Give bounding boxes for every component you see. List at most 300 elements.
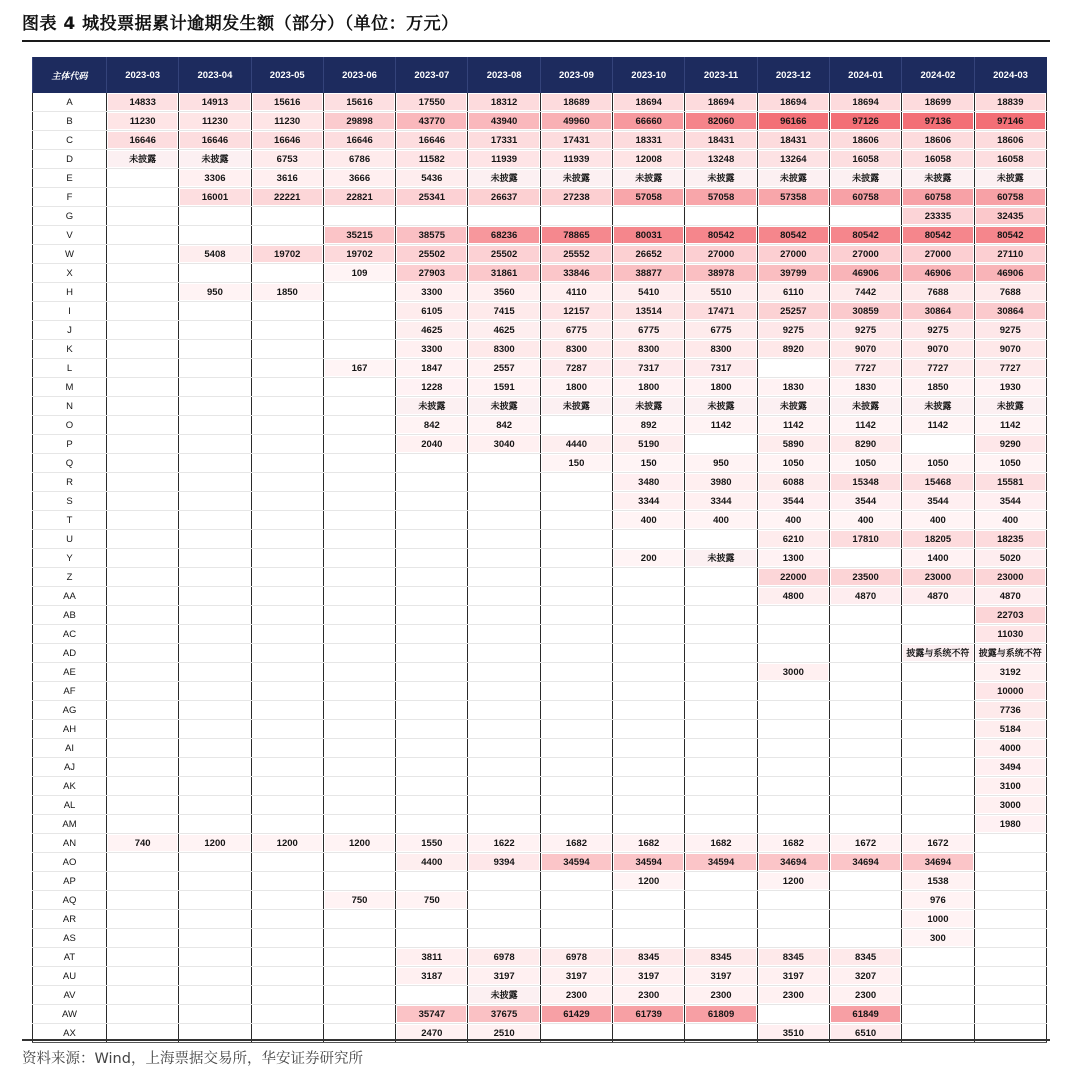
cell-AP-2023-11: [685, 872, 757, 891]
cell-O-2023-11: 1142: [685, 416, 757, 435]
column-header-code: 主体代码: [33, 57, 107, 93]
cell-L-2023-05: [251, 359, 323, 378]
cell-D-2024-02: 16058: [902, 150, 974, 169]
cell-U-2023-12: 6210: [757, 530, 829, 549]
cell-K-2023-10: 8300: [613, 340, 685, 359]
cell-U-2023-04: [179, 530, 251, 549]
cell-AD-2023-09: [540, 644, 612, 663]
cell-AO-2024-01: 34694: [829, 853, 901, 872]
cell-AS-2023-12: [757, 929, 829, 948]
cell-AG-2023-06: [323, 701, 395, 720]
cell-Q-2024-03: 1050: [974, 454, 1046, 473]
cell-I-2023-03: [107, 302, 179, 321]
cell-AP-2023-06: [323, 872, 395, 891]
cell-AQ-2023-06: 750: [323, 891, 395, 910]
cell-M-2023-10: 1800: [613, 378, 685, 397]
cell-AR-2023-08: [468, 910, 540, 929]
table-row-AP: [33, 872, 1047, 891]
cell-AL-2023-04: [179, 796, 251, 815]
cell-G-2023-12: [757, 207, 829, 226]
cell-AJ-2023-09: [540, 758, 612, 777]
cell-R-2023-09: [540, 473, 612, 492]
cell-N-2023-03: [107, 397, 179, 416]
table-row-AF: [33, 682, 1047, 701]
cell-AJ-2023-04: [179, 758, 251, 777]
cell-A-2023-04: 14913: [179, 93, 251, 112]
cell-E-2023-05: 3616: [251, 169, 323, 188]
cell-AD-2023-03: [107, 644, 179, 663]
cell-AR-2024-01: [829, 910, 901, 929]
cell-AH-2023-09: [540, 720, 612, 739]
cell-AN-2023-03: 740: [107, 834, 179, 853]
cell-AB-2024-01: [829, 606, 901, 625]
cell-W-2023-07: 25502: [396, 245, 468, 264]
cell-R-2023-05: [251, 473, 323, 492]
cell-AO-2023-10: 34594: [613, 853, 685, 872]
cell-AB-2023-12: [757, 606, 829, 625]
cell-T-2023-06: [323, 511, 395, 530]
cell-L-2023-08: 2557: [468, 359, 540, 378]
cell-M-2024-01: 1830: [829, 378, 901, 397]
cell-B-2024-01: 97126: [829, 112, 901, 131]
cell-AO-2023-06: [323, 853, 395, 872]
cell-G-2024-03: 32435: [974, 207, 1046, 226]
cell-AE-2023-07: [396, 663, 468, 682]
cell-AS-2024-03: [974, 929, 1046, 948]
cell-T-2023-05: [251, 511, 323, 530]
cell-AP-2023-10: 1200: [613, 872, 685, 891]
cell-D-2023-12: 13264: [757, 150, 829, 169]
row-code-AD: AD: [33, 644, 107, 663]
cell-W-2023-09: 25552: [540, 245, 612, 264]
row-code-B: B: [33, 112, 107, 131]
cell-AL-2023-10: [613, 796, 685, 815]
cell-S-2024-03: 3544: [974, 492, 1046, 511]
cell-L-2023-11: 7317: [685, 359, 757, 378]
cell-AH-2023-05: [251, 720, 323, 739]
cell-AQ-2023-12: [757, 891, 829, 910]
cell-AG-2024-01: [829, 701, 901, 720]
cell-F-2023-08: 26637: [468, 188, 540, 207]
cell-AL-2023-12: [757, 796, 829, 815]
cell-AV-2023-12: 2300: [757, 986, 829, 1005]
cell-F-2023-03: [107, 188, 179, 207]
cell-A-2023-03: 14833: [107, 93, 179, 112]
cell-AC-2024-01: [829, 625, 901, 644]
cell-P-2023-11: [685, 435, 757, 454]
cell-F-2024-03: 60758: [974, 188, 1046, 207]
table-row-AL: [33, 796, 1047, 815]
cell-I-2023-07: 6105: [396, 302, 468, 321]
cell-AB-2023-07: [396, 606, 468, 625]
cell-Y-2023-06: [323, 549, 395, 568]
table-row-AW: [33, 1005, 1047, 1024]
cell-I-2024-02: 30864: [902, 302, 974, 321]
cell-A-2024-02: 18699: [902, 93, 974, 112]
cell-AN-2023-12: 1682: [757, 834, 829, 853]
cell-K-2023-07: 3300: [396, 340, 468, 359]
cell-AO-2023-03: [107, 853, 179, 872]
cell-AE-2023-08: [468, 663, 540, 682]
cell-L-2023-10: 7317: [613, 359, 685, 378]
table-row-U: [33, 530, 1047, 549]
cell-O-2024-01: 1142: [829, 416, 901, 435]
cell-AM-2024-03: 1980: [974, 815, 1046, 834]
cell-K-2023-03: [107, 340, 179, 359]
cell-J-2023-10: 6775: [613, 321, 685, 340]
cell-I-2023-04: [179, 302, 251, 321]
row-code-AH: AH: [33, 720, 107, 739]
cell-AU-2024-03: [974, 967, 1046, 986]
cell-AV-2024-02: [902, 986, 974, 1005]
table-row-R: [33, 473, 1047, 492]
cell-Z-2024-01: 23500: [829, 568, 901, 587]
cell-B-2024-03: 97146: [974, 112, 1046, 131]
cell-G-2023-06: [323, 207, 395, 226]
cell-AR-2023-05: [251, 910, 323, 929]
cell-AD-2023-12: [757, 644, 829, 663]
cell-AL-2024-01: [829, 796, 901, 815]
cell-Q-2023-06: [323, 454, 395, 473]
cell-AT-2023-10: 8345: [613, 948, 685, 967]
cell-H-2024-01: 7442: [829, 283, 901, 302]
cell-J-2023-05: [251, 321, 323, 340]
cell-AO-2023-08: 9394: [468, 853, 540, 872]
cell-W-2023-04: 5408: [179, 245, 251, 264]
cell-AD-2023-05: [251, 644, 323, 663]
column-header-2023-10: 2023-10: [613, 57, 685, 93]
row-code-AW: AW: [33, 1005, 107, 1024]
cell-B-2023-04: 11230: [179, 112, 251, 131]
cell-H-2024-02: 7688: [902, 283, 974, 302]
cell-AA-2023-03: [107, 587, 179, 606]
cell-AU-2023-05: [251, 967, 323, 986]
cell-AB-2024-02: [902, 606, 974, 625]
table-row-J: [33, 321, 1047, 340]
cell-Z-2024-02: 23000: [902, 568, 974, 587]
cell-AI-2023-10: [613, 739, 685, 758]
cell-AI-2023-04: [179, 739, 251, 758]
cell-AC-2024-03: 11030: [974, 625, 1046, 644]
cell-AB-2023-05: [251, 606, 323, 625]
row-code-W: W: [33, 245, 107, 264]
cell-AH-2024-03: 5184: [974, 720, 1046, 739]
cell-U-2023-08: [468, 530, 540, 549]
cell-AN-2023-09: 1682: [540, 834, 612, 853]
cell-AW-2023-03: [107, 1005, 179, 1024]
cell-Q-2023-08: [468, 454, 540, 473]
cell-AA-2023-08: [468, 587, 540, 606]
cell-O-2023-08: 842: [468, 416, 540, 435]
table-row-B: [33, 112, 1047, 131]
cell-S-2023-04: [179, 492, 251, 511]
cell-A-2023-09: 18689: [540, 93, 612, 112]
cell-S-2023-07: [396, 492, 468, 511]
cell-AF-2023-10: [613, 682, 685, 701]
title-rule: [22, 40, 1050, 42]
cell-V-2024-02: 80542: [902, 226, 974, 245]
cell-M-2023-03: [107, 378, 179, 397]
cell-K-2024-02: 9070: [902, 340, 974, 359]
cell-B-2023-11: 82060: [685, 112, 757, 131]
cell-E-2023-03: [107, 169, 179, 188]
cell-AO-2024-03: [974, 853, 1046, 872]
row-code-L: L: [33, 359, 107, 378]
cell-AC-2023-03: [107, 625, 179, 644]
row-code-AF: AF: [33, 682, 107, 701]
cell-A-2024-03: 18839: [974, 93, 1046, 112]
cell-AU-2023-07: 3187: [396, 967, 468, 986]
cell-D-2023-03: 未披露: [107, 150, 179, 169]
cell-M-2023-08: 1591: [468, 378, 540, 397]
cell-J-2023-03: [107, 321, 179, 340]
cell-AK-2023-07: [396, 777, 468, 796]
cell-I-2024-03: 30864: [974, 302, 1046, 321]
table-row-Z: [33, 568, 1047, 587]
cell-S-2023-08: [468, 492, 540, 511]
cell-W-2024-02: 27000: [902, 245, 974, 264]
cell-L-2023-06: 167: [323, 359, 395, 378]
cell-D-2023-06: 6786: [323, 150, 395, 169]
cell-AU-2023-08: 3197: [468, 967, 540, 986]
cell-AC-2023-06: [323, 625, 395, 644]
cell-P-2023-10: 5190: [613, 435, 685, 454]
cell-AV-2024-03: [974, 986, 1046, 1005]
cell-AF-2023-05: [251, 682, 323, 701]
cell-AS-2023-08: [468, 929, 540, 948]
cell-AD-2024-03: 披露与系统不符: [974, 644, 1046, 663]
cell-AD-2023-04: [179, 644, 251, 663]
cell-O-2023-05: [251, 416, 323, 435]
cell-AD-2023-07: [396, 644, 468, 663]
cell-AC-2023-09: [540, 625, 612, 644]
cell-Y-2023-07: [396, 549, 468, 568]
cell-T-2023-12: 400: [757, 511, 829, 530]
cell-N-2023-10: 未披露: [613, 397, 685, 416]
cell-AJ-2023-10: [613, 758, 685, 777]
cell-AI-2023-07: [396, 739, 468, 758]
cell-G-2023-08: [468, 207, 540, 226]
cell-AT-2023-09: 6978: [540, 948, 612, 967]
cell-Q-2023-07: [396, 454, 468, 473]
cell-AG-2024-02: [902, 701, 974, 720]
table-row-AD: [33, 644, 1047, 663]
cell-C-2023-08: 17331: [468, 131, 540, 150]
cell-X-2023-04: [179, 264, 251, 283]
cell-H-2023-04: 950: [179, 283, 251, 302]
cell-X-2023-10: 38877: [613, 264, 685, 283]
cell-AH-2023-03: [107, 720, 179, 739]
row-code-AS: AS: [33, 929, 107, 948]
row-code-AV: AV: [33, 986, 107, 1005]
cell-AT-2023-03: [107, 948, 179, 967]
cell-P-2023-12: 5890: [757, 435, 829, 454]
cell-W-2023-10: 26652: [613, 245, 685, 264]
cell-D-2023-11: 13248: [685, 150, 757, 169]
cell-AU-2023-10: 3197: [613, 967, 685, 986]
cell-E-2023-04: 3306: [179, 169, 251, 188]
row-code-U: U: [33, 530, 107, 549]
cell-O-2024-02: 1142: [902, 416, 974, 435]
cell-AA-2023-11: [685, 587, 757, 606]
cell-G-2023-05: [251, 207, 323, 226]
cell-AU-2024-02: [902, 967, 974, 986]
cell-Y-2023-04: [179, 549, 251, 568]
cell-R-2023-04: [179, 473, 251, 492]
cell-AV-2023-04: [179, 986, 251, 1005]
table-row-M: [33, 378, 1047, 397]
cell-AK-2023-11: [685, 777, 757, 796]
cell-AF-2023-08: [468, 682, 540, 701]
cell-B-2023-10: 66660: [613, 112, 685, 131]
cell-AT-2023-06: [323, 948, 395, 967]
cell-O-2024-03: 1142: [974, 416, 1046, 435]
cell-AM-2023-12: [757, 815, 829, 834]
cell-T-2024-03: 400: [974, 511, 1046, 530]
cell-L-2023-09: 7287: [540, 359, 612, 378]
cell-W-2024-01: 27000: [829, 245, 901, 264]
row-code-S: S: [33, 492, 107, 511]
cell-Y-2023-05: [251, 549, 323, 568]
cell-D-2023-10: 12008: [613, 150, 685, 169]
cell-Q-2024-01: 1050: [829, 454, 901, 473]
table-row-N: [33, 397, 1047, 416]
cell-AO-2023-11: 34594: [685, 853, 757, 872]
cell-M-2023-07: 1228: [396, 378, 468, 397]
cell-AB-2023-04: [179, 606, 251, 625]
cell-AO-2023-09: 34594: [540, 853, 612, 872]
cell-U-2023-10: [613, 530, 685, 549]
table-row-AK: [33, 777, 1047, 796]
cell-A-2024-01: 18694: [829, 93, 901, 112]
cell-X-2024-01: 46906: [829, 264, 901, 283]
cell-V-2023-03: [107, 226, 179, 245]
table-row-AN: [33, 834, 1047, 853]
row-code-H: H: [33, 283, 107, 302]
cell-A-2023-10: 18694: [613, 93, 685, 112]
cell-S-2023-12: 3544: [757, 492, 829, 511]
cell-AN-2023-07: 1550: [396, 834, 468, 853]
cell-N-2024-01: 未披露: [829, 397, 901, 416]
cell-U-2023-07: [396, 530, 468, 549]
cell-AC-2023-12: [757, 625, 829, 644]
cell-AT-2024-01: 8345: [829, 948, 901, 967]
cell-J-2024-02: 9275: [902, 321, 974, 340]
cell-Z-2023-07: [396, 568, 468, 587]
cell-AQ-2024-01: [829, 891, 901, 910]
cell-R-2023-06: [323, 473, 395, 492]
cell-AH-2024-02: [902, 720, 974, 739]
cell-H-2023-12: 6110: [757, 283, 829, 302]
cell-I-2023-12: 25257: [757, 302, 829, 321]
cell-M-2023-09: 1800: [540, 378, 612, 397]
cell-AC-2024-02: [902, 625, 974, 644]
cell-S-2023-06: [323, 492, 395, 511]
column-header-2023-06: 2023-06: [323, 57, 395, 93]
cell-AL-2024-03: 3000: [974, 796, 1046, 815]
row-code-AN: AN: [33, 834, 107, 853]
cell-O-2023-03: [107, 416, 179, 435]
cell-P-2023-05: [251, 435, 323, 454]
row-code-AL: AL: [33, 796, 107, 815]
cell-T-2023-07: [396, 511, 468, 530]
table-row-A: [33, 93, 1047, 112]
cell-AA-2023-07: [396, 587, 468, 606]
cell-C-2023-11: 18431: [685, 131, 757, 150]
cell-R-2023-11: 3980: [685, 473, 757, 492]
cell-J-2023-07: 4625: [396, 321, 468, 340]
cell-AS-2023-11: [685, 929, 757, 948]
row-code-N: N: [33, 397, 107, 416]
cell-AV-2023-03: [107, 986, 179, 1005]
cell-Q-2023-03: [107, 454, 179, 473]
cell-E-2023-11: 未披露: [685, 169, 757, 188]
cell-AP-2024-02: 1538: [902, 872, 974, 891]
cell-AE-2023-10: [613, 663, 685, 682]
cell-AD-2023-10: [613, 644, 685, 663]
cell-AN-2023-10: 1682: [613, 834, 685, 853]
cell-A-2023-12: 18694: [757, 93, 829, 112]
cell-N-2024-02: 未披露: [902, 397, 974, 416]
table-row-AC: [33, 625, 1047, 644]
cell-P-2023-07: 2040: [396, 435, 468, 454]
table-row-G: [33, 207, 1047, 226]
cell-AV-2023-09: 2300: [540, 986, 612, 1005]
cell-AM-2023-06: [323, 815, 395, 834]
cell-S-2023-05: [251, 492, 323, 511]
cell-AE-2024-03: 3192: [974, 663, 1046, 682]
cell-Y-2023-12: 1300: [757, 549, 829, 568]
cell-AE-2024-01: [829, 663, 901, 682]
cell-AB-2023-08: [468, 606, 540, 625]
cell-F-2023-12: 57358: [757, 188, 829, 207]
cell-AM-2023-10: [613, 815, 685, 834]
cell-AJ-2024-02: [902, 758, 974, 777]
cell-E-2024-02: 未披露: [902, 169, 974, 188]
cell-H-2023-05: 1850: [251, 283, 323, 302]
cell-T-2024-01: 400: [829, 511, 901, 530]
table-row-Y: [33, 549, 1047, 568]
cell-C-2024-02: 18606: [902, 131, 974, 150]
cell-O-2023-06: [323, 416, 395, 435]
cell-A-2023-05: 15616: [251, 93, 323, 112]
cell-AH-2023-04: [179, 720, 251, 739]
column-header-2023-08: 2023-08: [468, 57, 540, 93]
cell-Q-2023-12: 1050: [757, 454, 829, 473]
cell-AE-2023-05: [251, 663, 323, 682]
cell-P-2023-09: 4440: [540, 435, 612, 454]
table-row-S: [33, 492, 1047, 511]
cell-AS-2024-01: [829, 929, 901, 948]
cell-G-2024-02: 23335: [902, 207, 974, 226]
cell-G-2023-09: [540, 207, 612, 226]
cell-AC-2023-11: [685, 625, 757, 644]
cell-F-2024-01: 60758: [829, 188, 901, 207]
cell-W-2023-12: 27000: [757, 245, 829, 264]
cell-E-2023-09: 未披露: [540, 169, 612, 188]
row-code-AU: AU: [33, 967, 107, 986]
cell-T-2023-04: [179, 511, 251, 530]
cell-AA-2023-06: [323, 587, 395, 606]
cell-AN-2023-04: 1200: [179, 834, 251, 853]
cell-AL-2023-11: [685, 796, 757, 815]
cell-AQ-2023-08: [468, 891, 540, 910]
table-row-AT: [33, 948, 1047, 967]
cell-AD-2024-02: 披露与系统不符: [902, 644, 974, 663]
cell-Z-2024-03: 23000: [974, 568, 1046, 587]
source-rule: [22, 1039, 1050, 1041]
row-code-O: O: [33, 416, 107, 435]
